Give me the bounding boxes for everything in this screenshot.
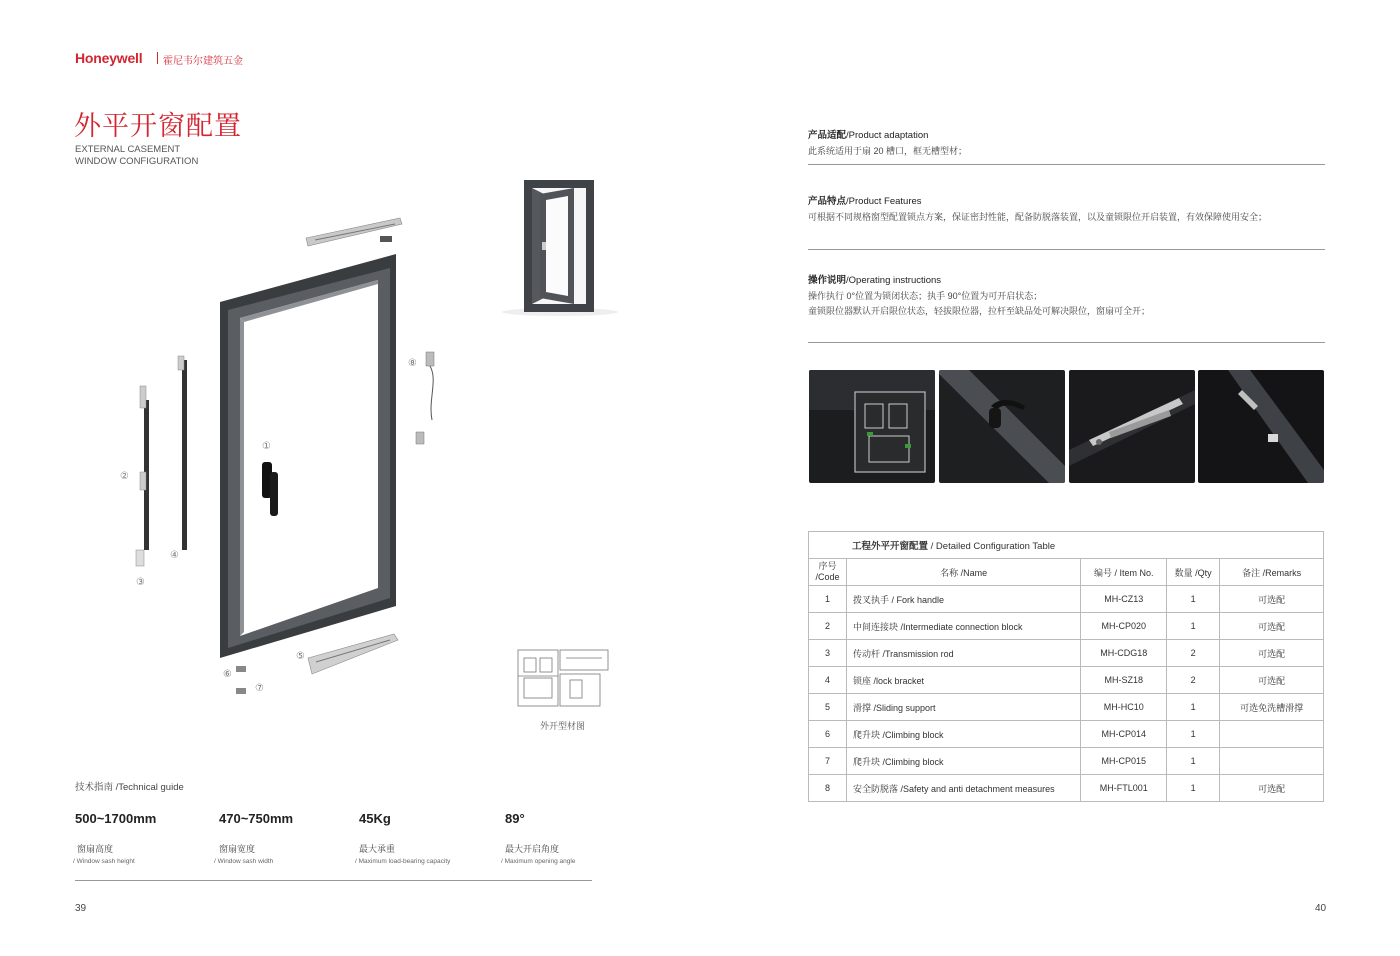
row-code: 8 [809,775,847,802]
spec-label-height: 窗扇高度 [77,844,114,854]
instructions-title-cn: 操作说明 [808,275,847,286]
row-name: 爬升块 /Climbing block [846,721,1080,748]
instructions-line-2: 童锁限位器默认开启限位状态，轻拔限位器，拉杆至缺品处可解决限位，窗扇可全开； [808,306,1151,316]
callout-8: ⑧ [408,358,417,369]
row-item-no: MH-CZ13 [1081,586,1167,613]
row-remarks: 可选配 [1220,667,1324,694]
adaptation-rule [808,164,1325,165]
row-qty: 1 [1167,694,1220,721]
bottom-stay-hardware [308,634,398,674]
spec-label-angle: 最大开启角度 [505,844,560,854]
instructions-title-en: /Operating instructions [846,275,942,286]
brand-subtitle: 霍尼韦尔建筑五金 [163,56,243,67]
callout-2: ② [120,471,129,482]
table-caption [809,532,1324,559]
row-qty: 1 [1167,721,1220,748]
climbing-block-6 [236,666,246,672]
lock-bracket-part [416,352,434,444]
table-row [809,667,1324,694]
row-code: 6 [809,721,847,748]
row-remarks: 可选配 [1220,586,1324,613]
table-row [809,640,1324,667]
page-subtitle: EXTERNAL CASEMENT WINDOW CONFIGURATION [75,144,199,167]
spec-value-angle: 89° [505,811,525,826]
row-name: 爬升块 /Climbing block [846,748,1080,775]
row-name: 锁座 /lock bracket [846,667,1080,694]
adaptation-title-en: /Product adaptation [846,130,929,141]
features-body: 可根据不同规格窗型配置锁点方案，保证密封性能，配备防脱落装置，以及童锁限位开启装置，有效保障使用安全； [808,212,1268,222]
callout-7: ⑦ [255,683,264,694]
spec-value-load: 45Kg [359,811,391,826]
instructions-heading [808,272,941,286]
table-caption-en: / Detailed Configuration Table [928,541,1056,552]
sash-frame [220,254,396,658]
adaptation-heading [808,127,928,141]
row-qty: 1 [1167,748,1220,775]
callout-4: ④ [170,550,179,561]
row-remarks: 可选配 [1220,775,1324,802]
col-header-item: 编号 / Item No. [1081,559,1167,586]
table-header-row [809,559,1324,586]
row-item-no: MH-CP020 [1081,613,1167,640]
row-code: 4 [809,667,847,694]
table-row [809,586,1324,613]
technical-guide-heading: 技术指南 /Technical guide [75,782,184,793]
row-remarks: 可选免洗槽滑撑 [1220,694,1324,721]
assembled-window-image [500,178,620,318]
row-name: 滑撑 /Sliding support [846,694,1080,721]
climbing-block-7 [236,688,246,694]
table-row [809,721,1324,748]
instructions-rule [808,342,1325,343]
profile-drawing [510,646,615,716]
rod-end-part [136,550,144,566]
profile-caption: 外开型材图 [540,721,586,731]
row-code: 1 [809,586,847,613]
features-heading [808,193,922,207]
row-item-no: MH-FTL001 [1081,775,1167,802]
row-code: 7 [809,748,847,775]
row-item-no: MH-CP014 [1081,721,1167,748]
row-name: 传动杆 /Transmission rod [846,640,1080,667]
top-stay-hardware [306,218,402,246]
page-title: 外平开窗配置 [74,111,242,141]
col-header-qty: 数量 /Qty [1167,559,1220,586]
brand-divider [157,52,158,64]
row-code: 5 [809,694,847,721]
brand-logo: Honeywell [75,50,143,66]
spec-value-width: 470~750mm [219,811,294,826]
row-qty: 1 [1167,613,1220,640]
callout-5: ⑤ [296,651,305,662]
row-remarks [1220,748,1324,775]
spec-label-angle-en: / Maximum opening angle [501,858,576,865]
page-number-right: 40 [1315,903,1327,914]
spec-label-height-en: / Window sash height [73,858,135,865]
col-header-code: 序号 /Code [809,559,847,586]
features-title-en: /Product Features [846,196,922,207]
table-row [809,748,1324,775]
page-number-left: 39 [75,903,87,914]
row-qty: 2 [1167,667,1220,694]
row-qty: 1 [1167,586,1220,613]
row-item-no: MH-CDG18 [1081,640,1167,667]
callout-1: ① [262,441,271,452]
row-item-no: MH-CP015 [1081,748,1167,775]
col-header-remarks: 备注 /Remarks [1220,559,1324,586]
table-row [809,775,1324,802]
col-header-name: 名称 /Name [846,559,1080,586]
transmission-rods [140,356,187,550]
photo-safety-catch [1198,370,1324,483]
adaptation-title-cn: 产品适配 [808,130,847,141]
features-title-cn: 产品特点 [808,196,847,207]
table-row [809,613,1324,640]
row-item-no: MH-HC10 [1081,694,1167,721]
spec-label-width: 窗扇宽度 [219,844,256,854]
callout-3: ③ [136,577,145,588]
photo-profile-section [809,370,935,483]
features-rule [808,249,1325,250]
table-caption-cn: 工程外平开窗配置 [852,541,929,552]
spec-value-height: 500~1700mm [75,811,157,826]
technical-guide-rule [75,880,592,881]
row-item-no: MH-SZ18 [1081,667,1167,694]
spec-label-width-en: / Window sash width [214,858,274,865]
row-qty: 1 [1167,775,1220,802]
row-qty: 2 [1167,640,1220,667]
row-name: 安全防脱落 /Safety and anti detachment measures [846,775,1080,802]
callout-6: ⑥ [223,669,232,680]
photo-stay-hinge [1069,370,1195,483]
row-remarks: 可选配 [1220,640,1324,667]
row-code: 2 [809,613,847,640]
row-name: 拨叉执手 / Fork handle [846,586,1080,613]
row-code: 3 [809,640,847,667]
configuration-table [808,531,1324,802]
adaptation-body: 此系统适用于扇 20 槽口，框无槽型材； [808,146,968,156]
configuration-table-wrap [808,531,1324,802]
table-row [809,694,1324,721]
row-remarks [1220,721,1324,748]
spec-label-load: 最大承重 [359,844,396,854]
photo-handle [939,370,1065,483]
spec-label-load-en: / Maximum load-bearing capacity [355,858,451,865]
row-remarks: 可选配 [1220,613,1324,640]
instructions-line-1: 操作执行 0°位置为锁闭状态；执手 90°位置为可开启状态； [808,291,1043,301]
row-name: 中间连接块 /Intermediate connection block [846,613,1080,640]
exploded-window-diagram [110,210,450,700]
